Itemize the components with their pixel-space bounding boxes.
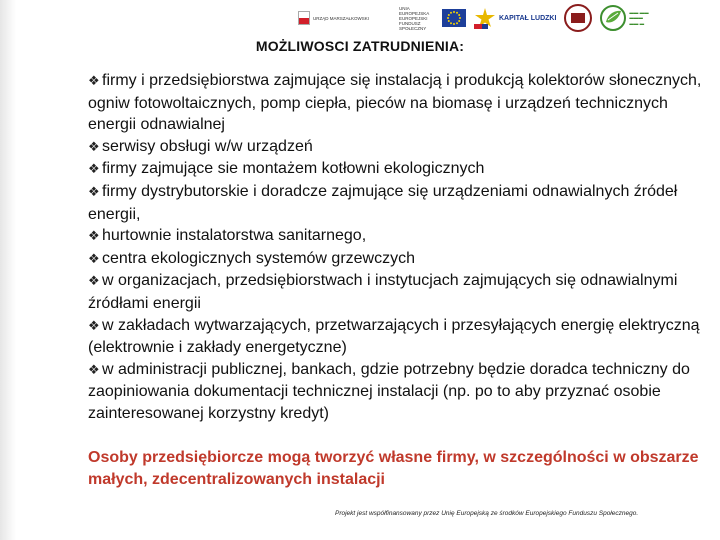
diamond-clover-bullet-icon: ❖ (88, 162, 100, 178)
diamond-clover-bullet-icon: ❖ (88, 139, 100, 155)
green-partner-text: ▬▬ ▬▬ ▬▬▬ ▬▬ ▬ (629, 9, 649, 26)
logo-ue (399, 6, 466, 31)
list-item-text: firmy i przedsiębiorstwa zajmujące się instalacją i produkcją kolektorów słonecznych, ogniw fotowoltaicznych, pomp ciepła, pieców na biomasę i urządzeń technicznych energii odnawialnej (88, 72, 702, 134)
list-item (88, 225, 710, 248)
employment-list (88, 70, 710, 425)
green-leaf-icon (600, 5, 626, 31)
logo-bar (298, 0, 712, 36)
list-item-text: w zakładach wytwarzających, przetwarzających i przesyłających energię elektryczną (elektrownie i zakłady energetyczne) (88, 316, 700, 357)
kapital-ludzki-label: KAPITAŁ LUDZKI (499, 14, 557, 22)
list-item-text: centra ekologicznych systemów grzewczych (102, 249, 416, 267)
list-item (88, 248, 710, 271)
diamond-clover-bullet-icon: ❖ (88, 274, 100, 290)
list-item-text: w organizacjach, przedsiębiorstwach i instytucjach zajmujących się odnawialnymi źródłami energii (88, 272, 678, 312)
list-item (88, 270, 710, 314)
diamond-clover-bullet-icon: ❖ (88, 251, 100, 267)
diamond-clover-bullet-icon: ❖ (88, 74, 100, 89)
list-item (88, 70, 710, 136)
list-item-text: firmy dystrybutorskie i doradcze zajmujące się urządzeniami odnawialnych źródeł energii, (88, 182, 678, 223)
closing-statement: Osoby przedsiębiorcze mogą tworzyć własne firmy, w szczególności w obszarze małych, zdecentralizowanych instalacji (88, 449, 699, 488)
diamond-clover-bullet-icon: ❖ (88, 184, 100, 200)
polish-emblem-icon (298, 11, 310, 25)
diamond-clover-bullet-icon: ❖ (88, 362, 100, 378)
logo-kapital-ludzki (474, 7, 556, 29)
list-item (88, 315, 710, 359)
list-item-text: firmy zajmujące sie montażem kotłowni ekologicznych (102, 160, 485, 178)
eu-flag-icon (442, 9, 466, 27)
list-item-text: serwisy obsługi w/w urządzeń (102, 137, 313, 155)
logo-urzad-marszalkowski (298, 11, 391, 25)
logo-ue-text: UNIA EUROPEJSKA EUROPEJSKI FUNDUSZ SPOŁECZNY (399, 5, 430, 31)
school-seal-icon (564, 4, 592, 32)
kapital-ludzki-star-icon (474, 7, 496, 29)
list-item-text: w administracji publicznej, bankach, gdzie potrzebny będzie doradca techniczny do zaopiniowania dokumentacji technicznej instalacji (np. po to aby przyznać osobie zainteresowanej korzystny kredyt) (88, 360, 690, 422)
list-item (88, 181, 710, 225)
logo-urzad-text: URZĄD MARSZAŁKOWSKI (313, 15, 370, 21)
page-shadow (0, 0, 16, 540)
list-item (88, 136, 710, 159)
page-title: MOŻLIWOSCI ZATRUDNIENIA: (255, 38, 465, 54)
list-item (88, 359, 710, 425)
diamond-clover-bullet-icon: ❖ (88, 229, 100, 245)
logo-green-partner (600, 5, 657, 31)
footer-note: Projekt jest współfinansowany przez Unię Europejską ze środków Europejskiego Funduszu Społecznego. (335, 510, 639, 517)
diamond-clover-bullet-icon: ❖ (88, 318, 100, 334)
list-item (88, 158, 710, 181)
list-item-text: hurtownie instalatorstwa sanitarnego, (102, 227, 367, 245)
